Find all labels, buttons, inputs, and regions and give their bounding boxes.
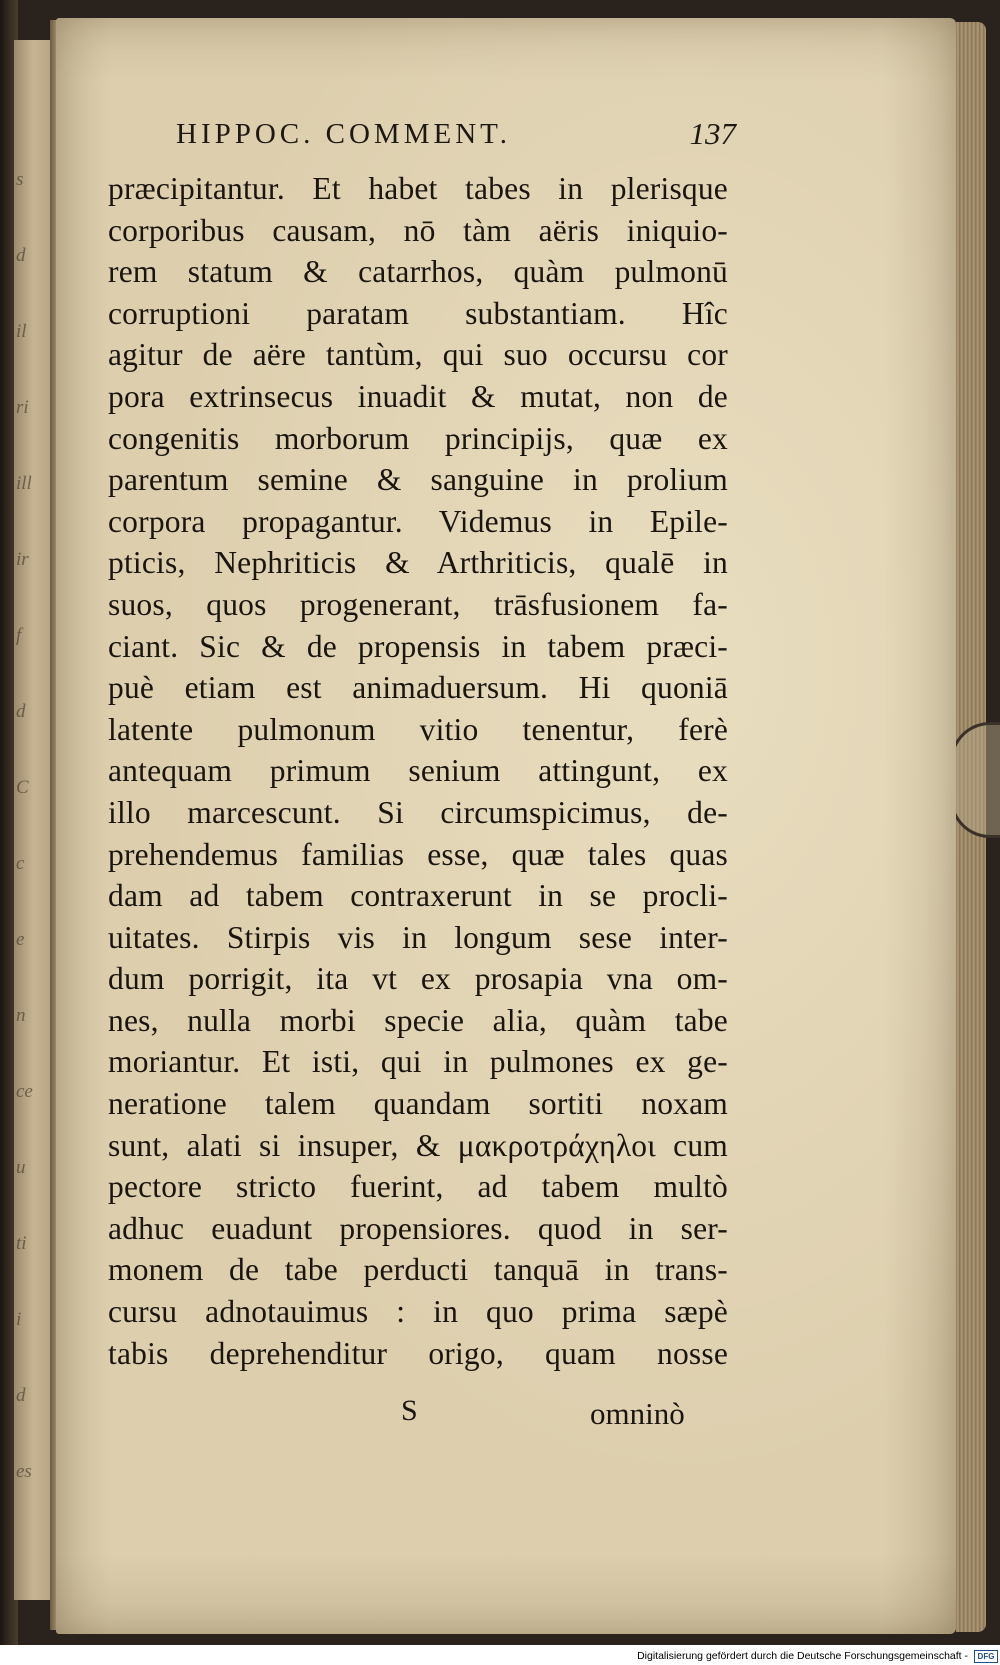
bookmark-clasp xyxy=(950,722,1000,838)
previous-page-fragment: ri xyxy=(16,397,29,418)
catchword: omninò xyxy=(590,1396,685,1431)
previous-page-fragment: ir xyxy=(16,549,29,570)
previous-page-fragment: es xyxy=(16,1461,32,1482)
text-line: pticis, Nephriticis & Arthriticis, qualē in xyxy=(108,545,728,581)
text-line: corporibus causam, nō tàm aëris iniquio- xyxy=(108,212,728,248)
previous-page-fragment: d xyxy=(16,701,26,722)
text-line: antequam primum senium attingunt, ex xyxy=(108,753,728,789)
previous-page-fragment: e xyxy=(16,929,25,950)
text-line: monem de tabe perducti tanquā in trans- xyxy=(108,1252,728,1288)
previous-page-fragment: n xyxy=(16,1005,26,1026)
page-number: 137 xyxy=(689,116,736,151)
text-line: præcipitantur. Et habet tabes in plerisque xyxy=(108,171,728,206)
text-line: tabis deprehenditur origo, quam nosse xyxy=(108,1335,728,1371)
previous-page-fragment: il xyxy=(16,321,27,342)
text-line: suos, quos progenerant, trāsfusionem fa- xyxy=(108,586,728,622)
previous-page-fragment: d xyxy=(16,245,26,266)
text-line: nes, nulla morbi specie alia, quàm tabe xyxy=(108,1002,728,1038)
text-line: agitur de aëre tantùm, qui suo occursu cor xyxy=(108,337,728,373)
text-line: pora extrinsecus inuadit & mutat, non de xyxy=(108,378,728,414)
text-line: sunt, alati si insuper, & μακροτράχηλοι cum xyxy=(108,1127,728,1163)
text-line: neratione talem quandam sortiti noxam xyxy=(108,1086,728,1122)
digitization-credit: Digitalisierung gefördert durch die Deutsche Forschungsgemeinschaft - xyxy=(637,1650,968,1662)
book-page xyxy=(56,18,956,1634)
previous-page-fragment: ti xyxy=(16,1233,27,1254)
text-line: cursu adnotauimus : in quo prima sæpè xyxy=(108,1294,728,1330)
text-line: congenitis morborum principijs, quæ ex xyxy=(108,420,728,456)
text-line: dum porrigit, ita vt ex prosapia vna om- xyxy=(108,961,728,997)
previous-page-fragment: C xyxy=(16,777,29,798)
text-line: parentum semine & sanguine in prolium xyxy=(108,462,728,498)
signature-mark: S xyxy=(401,1394,418,1427)
previous-page-fragment: i xyxy=(16,1309,22,1330)
previous-page-fragment: s xyxy=(16,169,24,190)
previous-page-fragment: ce xyxy=(16,1081,33,1102)
running-head: HIPPOC. COMMENT. xyxy=(176,118,511,150)
text-line: prehendemus familias esse, quæ tales quas xyxy=(108,836,728,872)
body-text xyxy=(108,168,728,1374)
previous-page-fragment: c xyxy=(16,853,25,874)
text-line: pectore stricto fuerint, ad tabem multò xyxy=(108,1169,728,1205)
text-line: adhuc euadunt propensiores. quod in ser- xyxy=(108,1210,728,1246)
text-line: rem statum & catarrhos, quàm pulmonū xyxy=(108,254,728,290)
previous-page-fragment: u xyxy=(16,1157,26,1178)
previous-page-fragment: f xyxy=(16,625,22,646)
previous-page-fragment: ill xyxy=(16,473,32,494)
text-line: corruptioni paratam substantiam. Hîc xyxy=(108,295,728,331)
text-line: moriantur. Et isti, qui in pulmones ex ge- xyxy=(108,1044,728,1080)
text-line: ciant. Sic & de propensis in tabem præci- xyxy=(108,628,728,664)
text-line: corpora propagantur. Videmus in Epile- xyxy=(108,503,728,539)
text-line: illo marcescunt. Si circumspicimus, de- xyxy=(108,794,728,830)
page-header xyxy=(176,118,736,158)
previous-page-strip xyxy=(14,40,51,1600)
text-line: puè etiam est animaduersum. Hi quoniā xyxy=(108,670,728,706)
text-line: latente pulmonum vitio tenentur, ferè xyxy=(108,711,728,747)
dfg-logo-icon: DFG xyxy=(974,1650,998,1663)
text-line: uitates. Stirpis vis in longum sese inter- xyxy=(108,919,728,955)
text-line: dam ad tabem contraxerunt in se procli- xyxy=(108,878,728,914)
previous-page-fragment: d xyxy=(16,1385,26,1406)
